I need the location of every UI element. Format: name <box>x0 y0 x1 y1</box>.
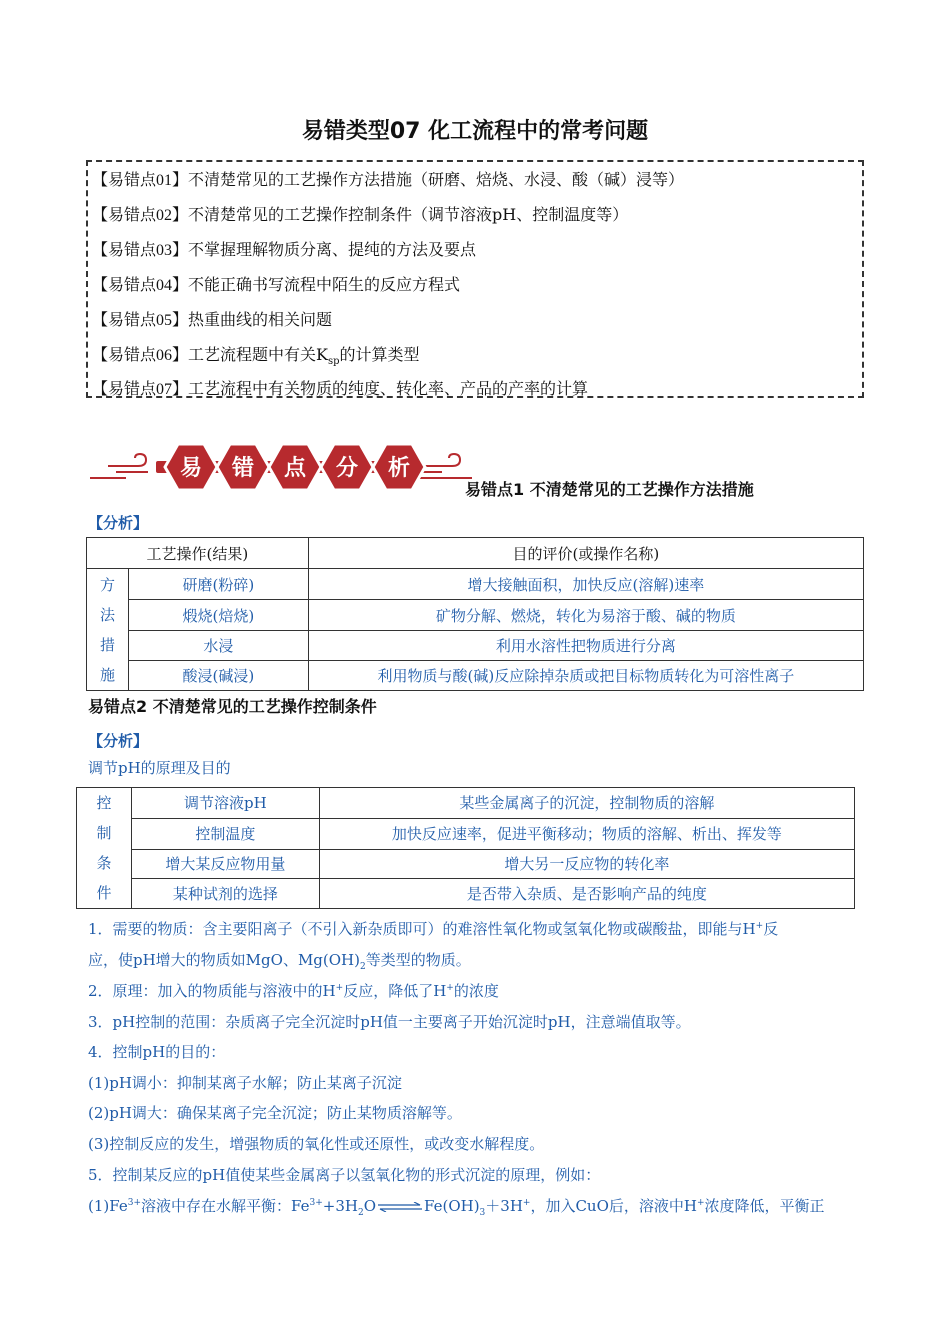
table-cell: 增大接触面积，加快反应(溶解)速率 <box>308 569 863 600</box>
toc-item <box>92 376 588 399</box>
group-label-cell: 控 制 条 件 <box>77 788 132 909</box>
table-cell: 某种试剂的选择 <box>131 879 319 909</box>
note-line: 应，使pH增大的物质如MgO、$Mg(OH)_2$等类型的物质。 <box>88 951 471 972</box>
table-row <box>87 661 864 691</box>
table-cell: 加快反应速率，促进平衡移动；物质的溶解、析出、挥发等 <box>319 818 854 849</box>
toc-item-tag: 【易错点04】 <box>92 277 189 294</box>
table-cell: 矿物分解、燃烧，转化为易溶于酸、碱的物质 <box>308 600 863 631</box>
error-point-1-heading: 易错点1 不清楚常见的工艺操作方法措施 <box>465 480 754 499</box>
toc-item-tag: 【易错点03】 <box>92 242 189 259</box>
page-title: 易错类型07 化工流程中的常考问题 <box>301 119 649 144</box>
table-cell: 利用水溶性把物质进行分离 <box>308 631 863 661</box>
banner-char: 错 <box>231 456 255 481</box>
toc-item-text: 的计算类型 <box>339 345 420 364</box>
toc-item-tag: 【易错点02】 <box>92 207 189 224</box>
toc-item <box>92 272 460 295</box>
table-cell: 控制温度 <box>131 818 319 849</box>
note-line: 4．控制pH的目的： <box>88 1043 226 1061</box>
table-cell: 调节溶液pH <box>131 788 319 819</box>
group-label-cell: 方 法 措 施 <box>87 569 129 691</box>
toc-item <box>92 237 476 260</box>
ph-intro-text: 调节pH的原理及目的 <box>88 759 231 777</box>
toc-item-text: 不掌握理解物质分离、提纯的方法及要点 <box>188 240 477 259</box>
toc-item <box>92 202 628 225</box>
toc-item-text: 不能正确书写流程中陌生的反应方程式 <box>188 275 461 294</box>
toc-item-tag: 【易错点05】 <box>92 312 189 329</box>
table-cell: 某些金属离子的沉淀，控制物质的溶解 <box>319 788 854 819</box>
banner-char: 分 <box>335 456 359 481</box>
toc-item-tag: 【易错点01】 <box>92 172 189 189</box>
table-cell: 增大另一反应物的转化率 <box>319 849 854 879</box>
error-analysis-banner <box>86 436 476 498</box>
note-line: 1．需要的物质：含主要阳离子（不引入新杂质即可）的难溶性氧化物或氢氧化物或碳酸盐，即能与H+反 <box>88 920 779 938</box>
table-cell: 水浸 <box>128 631 308 661</box>
toc-item-text: 不清楚常见的工艺操作控制条件（调节溶液pH、控制温度等） <box>188 205 629 224</box>
ksp-subscript: sp <box>327 356 340 368</box>
table-header-row <box>87 538 864 569</box>
banner-char: 点 <box>283 456 307 481</box>
toc-item-text: 工艺流程题中有关K <box>188 345 328 364</box>
toc-item <box>92 167 684 190</box>
note-line: $(1)Fe^{3+}$溶液中存在水解平衡：$Fe^{3+}+3H_2O$ $Fe(OH)_3+3H^+$，加入CuO后，溶液中H+浓度降低，平衡正 <box>88 1197 825 1218</box>
toc-item <box>92 342 420 367</box>
banner-char: 易 <box>179 456 203 481</box>
table-cell: 利用物质与酸(碱)反应除掉杂质或把目标物质转化为可溶性离子 <box>308 661 863 691</box>
left-ornament-icon <box>90 454 148 478</box>
table-cell: 是否带入杂质、是否影响产品的纯度 <box>319 879 854 909</box>
equilibrium-arrow-icon <box>376 1202 424 1212</box>
table-row <box>77 788 855 819</box>
control-conditions-table <box>76 787 855 909</box>
note-line: 3．pH控制的范围：杂质离子完全沉淀时pH值一主要离子开始沉淀时pH，注意端值取等。 <box>88 1013 691 1031</box>
note-line: 5．控制某反应的pH值使某些金属离子以氢氧化物的形式沉淀的原理，例如： <box>88 1166 601 1184</box>
error-points-summary-box <box>86 160 864 398</box>
table-cell: 酸浸(碱浸) <box>128 661 308 691</box>
banner-char: 析 <box>387 456 411 481</box>
table-cell: 煅烧(焙烧) <box>128 600 308 631</box>
table-row <box>87 600 864 631</box>
table-cell: 研磨(粉碎) <box>128 569 308 600</box>
toc-item-text: 热重曲线的相关问题 <box>188 310 333 329</box>
toc-item-tag: 【易错点06】 <box>92 347 189 364</box>
toc-item-text: 不清楚常见的工艺操作方法措施（研磨、焙烧、水浸、酸（碱）浸等） <box>188 170 685 189</box>
note-line: (1)pH调小：抑制某离子水解；防止某离子沉淀 <box>88 1074 402 1092</box>
note-line: (2)pH调大：确保某离子完全沉淀；防止某物质溶解等。 <box>88 1104 462 1122</box>
note-line: 2．原理：加入的物质能与溶液中的H+反应，降低了H+的浓度 <box>88 982 499 1000</box>
toc-item-text: 工艺流程中有关物质的纯度、转化率、产品的产率的计算 <box>188 379 589 398</box>
analysis-label: 【分析】 <box>88 732 149 750</box>
table-cell: 增大某反应物用量 <box>131 849 319 879</box>
table-row <box>77 879 855 909</box>
table-header-cell: 目的评价(或操作名称) <box>308 538 863 569</box>
table-row <box>77 849 855 879</box>
analysis-label: 【分析】 <box>88 514 149 532</box>
toc-item-tag: 【易错点07】 <box>92 381 189 398</box>
table-header-cell: 工艺操作(结果) <box>87 538 309 569</box>
operation-methods-table <box>86 537 864 691</box>
table-row <box>87 569 864 600</box>
table-row <box>87 631 864 661</box>
table-row <box>77 818 855 849</box>
error-point-2-heading: 易错点2 不清楚常见的工艺操作控制条件 <box>88 697 377 716</box>
toc-item <box>92 307 332 330</box>
note-line: (3)控制反应的发生，增强物质的氧化性或还原性，或改变水解程度。 <box>88 1135 545 1153</box>
